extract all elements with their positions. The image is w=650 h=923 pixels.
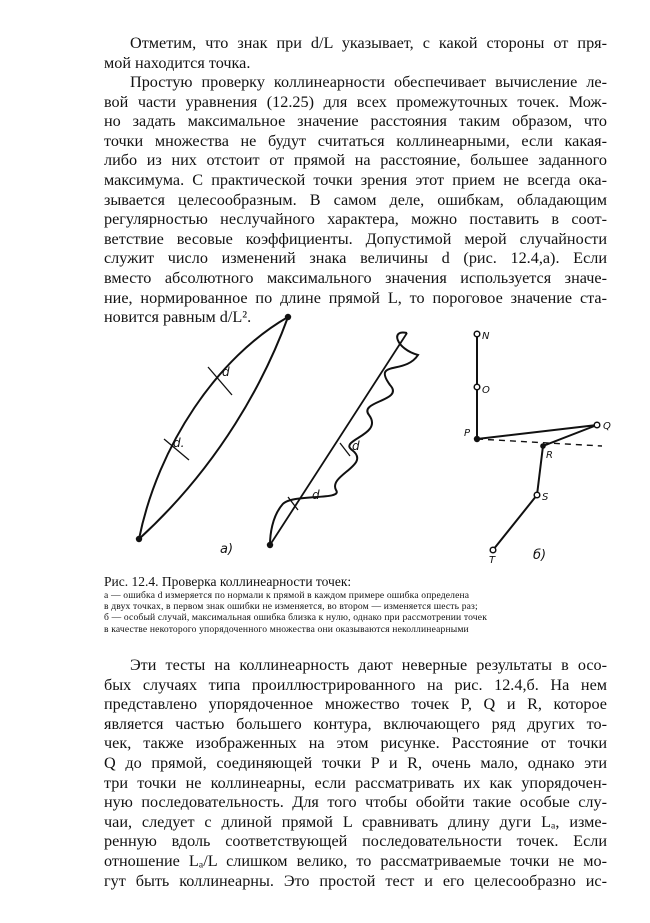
label-part-b: б) (533, 548, 547, 563)
point-N (474, 331, 480, 337)
paragraph-1 (104, 34, 607, 73)
caption-line: а — ошибка d измеряется по нормали к прямой в каждом примере ошибка определена (104, 590, 470, 601)
wave-curve (270, 332, 418, 545)
text-line: новится равным d/L². (104, 308, 252, 327)
text-line: вой части уравнения (12.25) для всех промежуточных точек. Мож- (104, 92, 607, 111)
text-line: чаи, следует с длиной прямой L сравнивать длину дуги Lₐ, изме- (104, 812, 607, 831)
label-Q: Q (603, 421, 611, 432)
point-S (534, 492, 540, 498)
text-line: служит число изменений знака величины d (рис. 12.4,a). Если (104, 249, 607, 268)
text-line: вместо абсолютного максимального значения используется значе- (104, 268, 607, 287)
text-line: Простую проверку коллинеарности обеспечивает вычисление ле- (130, 73, 607, 91)
text-line: Q до прямой, соединяющей точки P и R, очень мало, однако эти (104, 753, 607, 772)
point-T (490, 547, 496, 553)
paragraph-2 (104, 73, 607, 328)
text-line: три точки не коллинеарны, если рассматривать их как упорядочен- (104, 773, 607, 792)
figure-12-4 (100, 305, 620, 580)
arc-outer (139, 317, 288, 539)
endpoint (267, 542, 273, 548)
text-line: чек, также изображенных на этом рисунке. Расстояние от точки (104, 734, 607, 753)
arc-chord (139, 317, 288, 539)
text-line: регулярностью неслучайного характера, можно поставить в соот- (104, 210, 607, 229)
label-d: d (352, 439, 360, 453)
point-O (474, 384, 480, 390)
caption-line: в двух точках, в первом знак ошибки не изменяется, во втором — изменяется шесть раз; (104, 601, 478, 613)
point-R (540, 443, 546, 449)
text-line: гут быть коллинеарны. Это простой тест и его целесообразно ис- (104, 871, 607, 890)
straight-line (270, 333, 407, 545)
label-d: d (222, 365, 230, 379)
text-line: отношение Lₐ/L слишком велико, то рассматриваемые точки не мо- (104, 851, 607, 870)
text-line: является частью большего контура, включающего ряд других то- (104, 714, 607, 733)
text-line: зывается целесообразным. В самом деле, ошибкам, обладающим (104, 190, 607, 209)
text-line: бых случаях типа проиллюстрированного на рис. 12.4,б. На нем (104, 675, 607, 694)
text-line: но задать максимальное значение расстояния таким образом, что (104, 112, 607, 131)
label-T: T (489, 555, 496, 566)
text-line: ние, нормированное по длине прямой L, то пороговое значение ста- (104, 288, 607, 307)
label-S: S (542, 492, 549, 503)
caption-title: Рис. 12.4. Проверка коллинеарности точек: (104, 574, 352, 589)
figure-caption (104, 574, 624, 635)
endpoint (136, 536, 142, 542)
text-line: Отметим, что знак при d/L указывает, с какой стороны от пря- (130, 34, 607, 52)
text-line: ренную вдоль соответствующей последовательности точек. Если (104, 832, 607, 851)
label-R: R (546, 450, 553, 461)
label-d: d. (173, 436, 185, 450)
caption-line: в качестве некоторого упорядоченного множества они оказываются неколлинеарными (104, 623, 469, 635)
text-line: точки множества не будут считаться коллинеарными, если какая- (104, 131, 607, 150)
label-N: N (482, 331, 490, 342)
text-line: ную последовательность. Для того чтобы обойти такие особые слу- (104, 793, 607, 812)
label-d: d (312, 488, 320, 502)
label-part-a: а) (220, 542, 234, 557)
label-O: O (482, 385, 490, 396)
text-line: ветствие весовые коэффициенты. Допустимой мерой случайности (104, 229, 607, 248)
paragraph-3 (104, 656, 607, 891)
point-P (474, 436, 480, 442)
caption-line: б — особый случай, максимальная ошибка близка к нулю, однако при рассмотрении точек (104, 612, 488, 624)
p-r-line (477, 439, 602, 446)
label-P: P (464, 428, 471, 439)
text-line: Эти тесты на коллинеарность дают неверные результаты в осо- (130, 656, 607, 674)
endpoint (285, 314, 291, 320)
text-line: максимума. С практической точки зрения этот прием не всегда ока- (104, 170, 607, 189)
text-line: мой находится точка. (104, 53, 251, 72)
text-line: либо из них отстоит от прямой на расстояние, большее заданного (104, 151, 607, 170)
point-Q (594, 422, 600, 428)
text-line: представлено упорядоченное множество точек P, Q и R, которое (104, 695, 607, 714)
error-segment (340, 443, 350, 456)
